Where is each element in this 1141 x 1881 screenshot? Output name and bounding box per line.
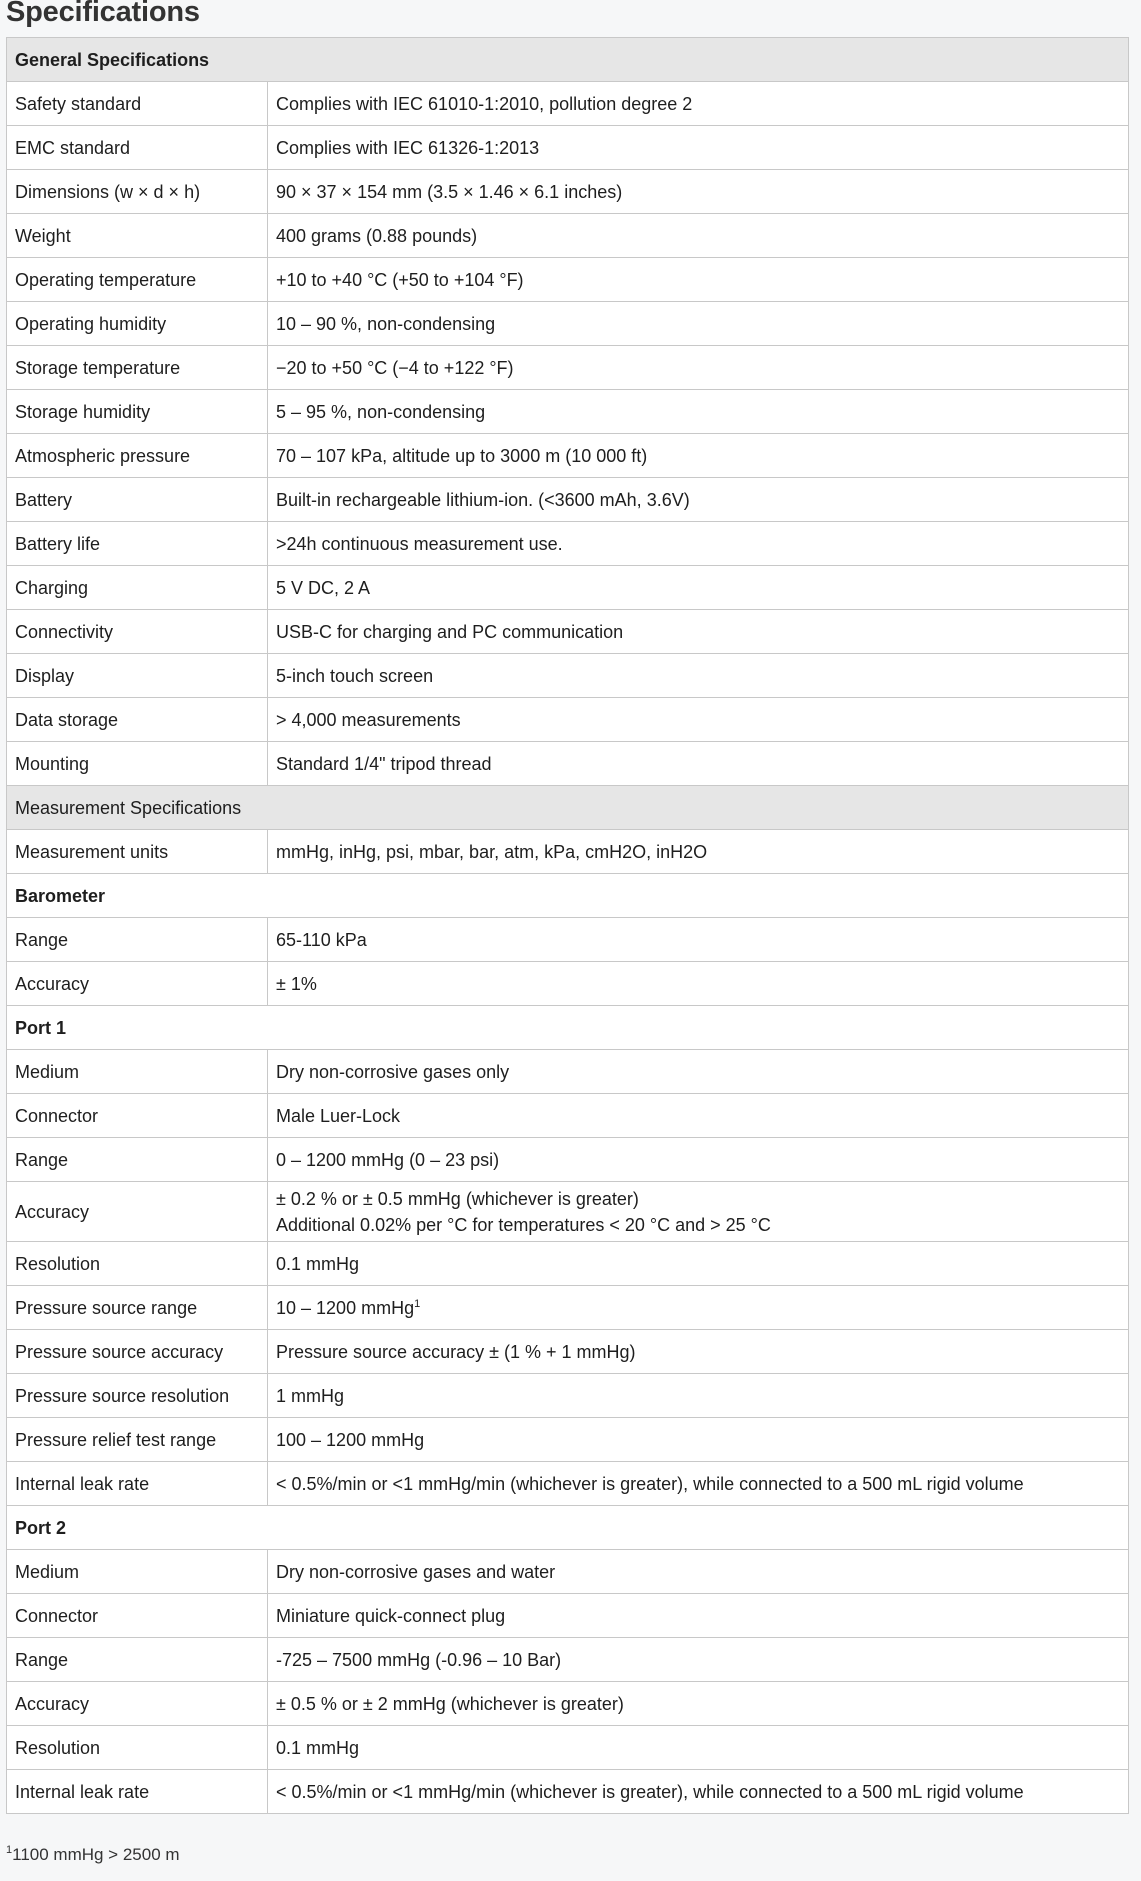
spec-label: Pressure source accuracy	[7, 1330, 268, 1374]
spec-value-cell	[268, 1638, 1129, 1682]
spec-label: Battery	[7, 478, 268, 522]
spec-label: Accuracy	[7, 1682, 268, 1726]
table-row	[7, 1770, 1129, 1814]
table-row	[7, 1050, 1129, 1094]
table-row	[7, 1726, 1129, 1770]
spec-value-cell	[268, 346, 1129, 390]
spec-value: < 0.5%/min or <1 mmHg/min (whichever is greater), while connected to a 500 mL rigid volume	[276, 1781, 1024, 1802]
table-row	[7, 918, 1129, 962]
spec-value-cell	[268, 742, 1129, 786]
subsection-heading-row	[7, 874, 1129, 918]
spec-value-cell	[268, 258, 1129, 302]
subsection-heading-row	[7, 1506, 1129, 1550]
table-row	[7, 962, 1129, 1006]
spec-value: 90 × 37 × 154 mm (3.5 × 1.46 × 6.1 inches)	[276, 181, 623, 202]
spec-value: 65-110 kPa	[276, 929, 367, 950]
table-row	[7, 1462, 1129, 1506]
spec-value-cell	[268, 830, 1129, 874]
spec-value-cell	[268, 1286, 1129, 1330]
spec-label: Storage temperature	[7, 346, 268, 390]
spec-label: Resolution	[7, 1726, 268, 1770]
spec-value-cell	[268, 962, 1129, 1006]
spec-value-cell	[268, 1594, 1129, 1638]
spec-label: Medium	[7, 1050, 268, 1094]
spec-label: Pressure source resolution	[7, 1374, 268, 1418]
spec-value: 0 – 1200 mmHg (0 – 23 psi)	[276, 1149, 500, 1170]
spec-label: Display	[7, 654, 268, 698]
table-row	[7, 1330, 1129, 1374]
spec-label: Connector	[7, 1594, 268, 1638]
spec-label: Dimensions (w × d × h)	[7, 170, 268, 214]
spec-label: Atmospheric pressure	[7, 434, 268, 478]
spec-value-cell	[268, 1094, 1129, 1138]
spec-label: Operating temperature	[7, 258, 268, 302]
spec-value-cell	[268, 1682, 1129, 1726]
spec-value: -725 – 7500 mmHg (-0.96 – 10 Bar)	[276, 1649, 562, 1670]
table-row	[7, 346, 1129, 390]
spec-value: 10 – 90 %, non-condensing	[276, 313, 496, 334]
table-row	[7, 1286, 1129, 1330]
table-row	[7, 390, 1129, 434]
spec-value: −20 to +50 °C (−4 to +122 °F)	[276, 357, 514, 378]
table-row	[7, 698, 1129, 742]
page-title: Specifications	[6, 0, 200, 28]
spec-value-cell	[268, 302, 1129, 346]
spec-value: Miniature quick-connect plug	[276, 1605, 506, 1626]
spec-label: Connectivity	[7, 610, 268, 654]
section-heading: General Specifications	[7, 38, 1129, 82]
table-row	[7, 1638, 1129, 1682]
spec-value-cell	[268, 654, 1129, 698]
spec-label: Internal leak rate	[7, 1462, 268, 1506]
table-row	[7, 1594, 1129, 1638]
spec-value: 1 mmHg	[276, 1385, 345, 1406]
spec-label: Charging	[7, 566, 268, 610]
spec-value: Standard 1/4" tripod thread	[276, 753, 492, 774]
spec-value: ± 1%	[276, 973, 317, 994]
spec-value-cell	[268, 566, 1129, 610]
section-heading-row	[7, 38, 1129, 82]
spec-value-cell	[268, 1374, 1129, 1418]
spec-value-cell	[268, 698, 1129, 742]
table-row	[7, 1550, 1129, 1594]
table-row	[7, 258, 1129, 302]
spec-value-cell	[268, 522, 1129, 566]
specifications-table	[6, 37, 1129, 1814]
spec-value-cell	[268, 918, 1129, 962]
table-row	[7, 830, 1129, 874]
section-heading-row	[7, 786, 1129, 830]
spec-value-cell	[268, 1726, 1129, 1770]
spec-value-cell	[268, 1550, 1129, 1594]
spec-label: EMC standard	[7, 126, 268, 170]
spec-value-line2: Additional 0.02% per °C for temperatures < 20 °C and > 25 °C	[276, 1214, 771, 1235]
spec-label: Mounting	[7, 742, 268, 786]
spec-value-cell	[268, 1462, 1129, 1506]
spec-value: mmHg, inHg, psi, mbar, bar, atm, kPa, cmH2O, inH2O	[276, 841, 708, 862]
spec-value-cell	[268, 434, 1129, 478]
spec-value: Complies with IEC 61010-1:2010, pollution degree 2	[276, 93, 693, 114]
spec-label: Medium	[7, 1550, 268, 1594]
footnote	[6, 1843, 180, 1867]
spec-value: ± 0.2 % or ± 0.5 mmHg (whichever is greater)	[276, 1188, 639, 1209]
subsection-heading-row	[7, 1006, 1129, 1050]
table-row	[7, 1094, 1129, 1138]
spec-value-cell	[268, 1242, 1129, 1286]
spec-value: Dry non-corrosive gases only	[276, 1061, 510, 1082]
spec-value-cell	[268, 82, 1129, 126]
spec-value-cell	[268, 214, 1129, 258]
table-row	[7, 610, 1129, 654]
spec-value: +10 to +40 °C (+50 to +104 °F)	[276, 269, 524, 290]
table-row	[7, 1418, 1129, 1462]
spec-value: 10 – 1200 mmHg	[276, 1297, 415, 1318]
spec-value: 5-inch touch screen	[276, 665, 434, 686]
spec-label: Battery life	[7, 522, 268, 566]
table-row	[7, 522, 1129, 566]
spec-value: 0.1 mmHg	[276, 1737, 360, 1758]
spec-value-cell	[268, 170, 1129, 214]
table-row	[7, 1182, 1129, 1242]
spec-value: 100 – 1200 mmHg	[276, 1429, 425, 1450]
table-row	[7, 654, 1129, 698]
spec-value: Built-in rechargeable lithium-ion. (<3600 mAh, 3.6V)	[276, 489, 690, 510]
table-row	[7, 214, 1129, 258]
spec-value: Complies with IEC 61326-1:2013	[276, 137, 540, 158]
spec-label: Weight	[7, 214, 268, 258]
spec-label: Pressure relief test range	[7, 1418, 268, 1462]
table-row	[7, 434, 1129, 478]
footnote-text: 1100 mmHg > 2500 m	[12, 1845, 180, 1864]
spec-value-cell	[268, 1182, 1129, 1242]
spec-label: Range	[7, 1138, 268, 1182]
spec-value: > 4,000 measurements	[276, 709, 461, 730]
spec-value-cell	[268, 126, 1129, 170]
spec-value-cell	[268, 1330, 1129, 1374]
spec-value: 400 grams (0.88 pounds)	[276, 225, 478, 246]
table-row	[7, 170, 1129, 214]
table-row	[7, 1242, 1129, 1286]
table-row	[7, 478, 1129, 522]
spec-value: Dry non-corrosive gases and water	[276, 1561, 556, 1582]
spec-value: ± 0.5 % or ± 2 mmHg (whichever is greater)	[276, 1693, 624, 1714]
spec-label: Accuracy	[7, 1182, 268, 1242]
footnote-marker: 1	[6, 1844, 13, 1856]
specifications-table-body	[7, 38, 1129, 1814]
spec-label: Connector	[7, 1094, 268, 1138]
table-row	[7, 1138, 1129, 1182]
spec-label: Pressure source range	[7, 1286, 268, 1330]
spec-value: < 0.5%/min or <1 mmHg/min (whichever is greater), while connected to a 500 mL rigid volume	[276, 1473, 1024, 1494]
section-heading: Barometer	[7, 874, 1129, 918]
table-row	[7, 126, 1129, 170]
table-row	[7, 302, 1129, 346]
footnote-reference: 1	[414, 1297, 421, 1310]
spec-label: Accuracy	[7, 962, 268, 1006]
spec-value: 5 V DC, 2 A	[276, 577, 371, 598]
spec-value: Male Luer-Lock	[276, 1105, 401, 1126]
spec-value: 70 – 107 kPa, altitude up to 3000 m (10 000 ft)	[276, 445, 648, 466]
table-row	[7, 82, 1129, 126]
spec-label: Data storage	[7, 698, 268, 742]
section-heading: Port 2	[7, 1506, 1129, 1550]
spec-value: 5 – 95 %, non-condensing	[276, 401, 486, 422]
spec-value-cell	[268, 1770, 1129, 1814]
spec-value-cell	[268, 1050, 1129, 1094]
spec-value-cell	[268, 1418, 1129, 1462]
spec-label: Storage humidity	[7, 390, 268, 434]
spec-label: Internal leak rate	[7, 1770, 268, 1814]
spec-value: USB-C for charging and PC communication	[276, 621, 624, 642]
spec-label: Resolution	[7, 1242, 268, 1286]
spec-value-cell	[268, 390, 1129, 434]
spec-value: 0.1 mmHg	[276, 1253, 360, 1274]
table-row	[7, 1682, 1129, 1726]
section-heading: Measurement Specifications	[7, 786, 1129, 830]
spec-value: >24h continuous measurement use.	[276, 533, 563, 554]
spec-value: Pressure source accuracy ± (1 % + 1 mmHg)	[276, 1341, 636, 1362]
spec-value-cell	[268, 1138, 1129, 1182]
spec-label: Measurement units	[7, 830, 268, 874]
spec-label: Range	[7, 918, 268, 962]
spec-value-cell	[268, 478, 1129, 522]
spec-label: Operating humidity	[7, 302, 268, 346]
spec-label: Safety standard	[7, 82, 268, 126]
spec-label: Range	[7, 1638, 268, 1682]
table-row	[7, 566, 1129, 610]
spec-value-cell	[268, 610, 1129, 654]
table-row	[7, 742, 1129, 786]
table-row	[7, 1374, 1129, 1418]
section-heading: Port 1	[7, 1006, 1129, 1050]
